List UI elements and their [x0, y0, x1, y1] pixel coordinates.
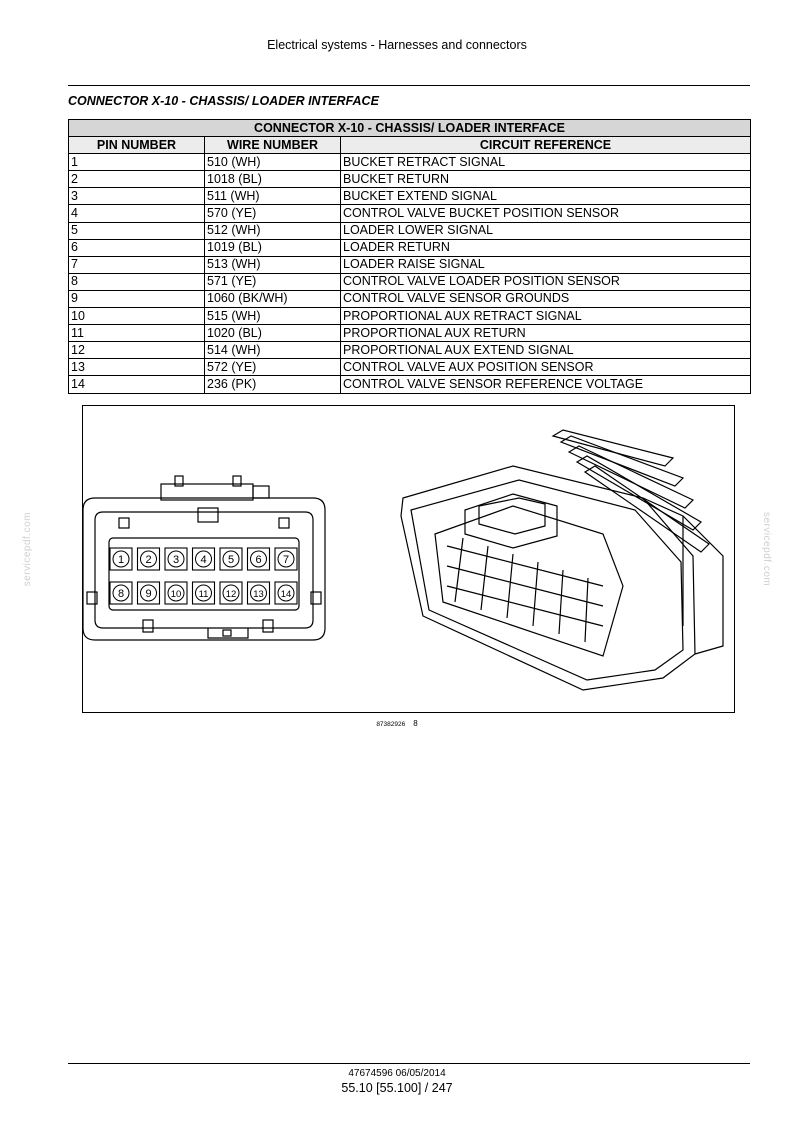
pins-top-row [110, 548, 297, 570]
circuit-reference-cell: BUCKET RETURN [341, 171, 751, 188]
table-row [69, 222, 751, 239]
pin-number-cell: 5 [69, 222, 205, 239]
wire-number-cell: 572 (YE) [205, 359, 341, 376]
circuit-reference-cell: PROPORTIONAL AUX RETURN [341, 325, 751, 342]
pin-number-cell: 9 [69, 290, 205, 307]
table-row [69, 376, 751, 393]
circuit-reference-cell: LOADER RETURN [341, 239, 751, 256]
pin-label: 13 [253, 589, 264, 600]
figure-caption [0, 719, 794, 728]
wire-number-cell: 1018 (BL) [205, 171, 341, 188]
col-header-circuit-reference: CIRCUIT REFERENCE [341, 137, 751, 154]
wire-number-cell: 513 (WH) [205, 256, 341, 273]
pin-label: 5 [227, 554, 235, 566]
connector-pin-table [68, 119, 751, 394]
table-row [69, 359, 751, 376]
page-header: Electrical systems - Harnesses and connectors [267, 38, 527, 52]
table-row [69, 290, 751, 307]
pin-label: 14 [280, 589, 292, 600]
circuit-reference-cell: CONTROL VALVE AUX POSITION SENSOR [341, 359, 751, 376]
pin-label: 6 [255, 554, 262, 566]
pin-number-cell: 12 [69, 342, 205, 359]
circuit-reference-cell: CONTROL VALVE BUCKET POSITION SENSOR [341, 205, 751, 222]
footer-page-ref: 55.10 [55.100] / 247 [341, 1081, 453, 1095]
circuit-reference-cell: CONTROL VALVE SENSOR GROUNDS [341, 290, 751, 307]
circuit-reference-cell: LOADER RAISE SIGNAL [341, 256, 751, 273]
pin-number-cell: 11 [69, 325, 205, 342]
footer-rule [68, 1063, 750, 1064]
pin-number-cell: 3 [69, 188, 205, 205]
footer-doc-info: 47674596 06/05/2014 [348, 1068, 446, 1079]
table-row [69, 188, 751, 205]
table-body [69, 154, 751, 393]
header-rule [68, 85, 750, 86]
table-row [69, 273, 751, 290]
wire-number-cell: 1020 (BL) [205, 325, 341, 342]
table-row [69, 171, 751, 188]
table-row [69, 154, 751, 171]
col-header-wire-number: WIRE NUMBER [205, 137, 341, 154]
circuit-reference-cell: PROPORTIONAL AUX RETRACT SIGNAL [341, 308, 751, 325]
col-header-pin-number: PIN NUMBER [69, 137, 205, 154]
pin-label: 8 [117, 588, 125, 600]
table-row [69, 205, 751, 222]
table-row [69, 308, 751, 325]
table-row [69, 256, 751, 273]
pin-number-cell: 2 [69, 171, 205, 188]
figure-code: 87382926 [376, 721, 406, 728]
connector-iso-view [401, 430, 723, 690]
pin-label: 4 [200, 554, 207, 566]
pin-number-cell: 14 [69, 376, 205, 393]
wire-number-cell: 236 (PK) [205, 376, 341, 393]
pin-number-cell: 13 [69, 359, 205, 376]
pin-label: 11 [198, 589, 209, 600]
pin-number-cell: 4 [69, 205, 205, 222]
circuit-reference-cell: LOADER LOWER SIGNAL [341, 222, 751, 239]
wire-number-cell: 512 (WH) [205, 222, 341, 239]
pin-label: 7 [282, 554, 290, 566]
circuit-reference-cell: CONTROL VALVE LOADER POSITION SENSOR [341, 273, 751, 290]
pin-label: 9 [145, 588, 152, 600]
pin-label: 3 [172, 554, 180, 566]
table-row [69, 342, 751, 359]
wire-number-cell: 514 (WH) [205, 342, 341, 359]
circuit-reference-cell: BUCKET RETRACT SIGNAL [341, 154, 751, 171]
pin-number-cell: 10 [69, 308, 205, 325]
pin-number-cell: 7 [69, 256, 205, 273]
circuit-reference-cell: BUCKET EXTEND SIGNAL [341, 188, 751, 205]
connector-drawing [83, 406, 736, 714]
pin-label: 1 [117, 554, 125, 566]
watermark-right: servicepdf.com [761, 512, 772, 587]
table-row [69, 239, 751, 256]
watermark-left: servicepdf.com [22, 512, 33, 587]
wire-number-cell: 511 (WH) [205, 188, 341, 205]
pin-label: 12 [225, 589, 237, 600]
table-title: CONNECTOR X-10 - CHASSIS/ LOADER INTERFACE [69, 120, 751, 137]
wire-number-cell: 510 (WH) [205, 154, 341, 171]
pin-label: 2 [145, 554, 152, 566]
wire-number-cell: 1019 (BL) [205, 239, 341, 256]
pin-number-cell: 1 [69, 154, 205, 171]
wire-number-cell: 1060 (BK/WH) [205, 290, 341, 307]
pin-label: 10 [170, 589, 182, 600]
wire-number-cell: 571 (YE) [205, 273, 341, 290]
section-title: CONNECTOR X-10 - CHASSIS/ LOADER INTERFACE [68, 94, 379, 108]
pin-number-cell: 6 [69, 239, 205, 256]
wire-number-cell: 515 (WH) [205, 308, 341, 325]
pin-number-cell: 8 [69, 273, 205, 290]
circuit-reference-cell: CONTROL VALVE SENSOR REFERENCE VOLTAGE [341, 376, 751, 393]
table-row [69, 325, 751, 342]
connector-figure [82, 405, 735, 713]
wire-number-cell: 570 (YE) [205, 205, 341, 222]
figure-number: 8 [413, 719, 418, 728]
circuit-reference-cell: PROPORTIONAL AUX EXTEND SIGNAL [341, 342, 751, 359]
pins-bottom-row [110, 582, 297, 604]
